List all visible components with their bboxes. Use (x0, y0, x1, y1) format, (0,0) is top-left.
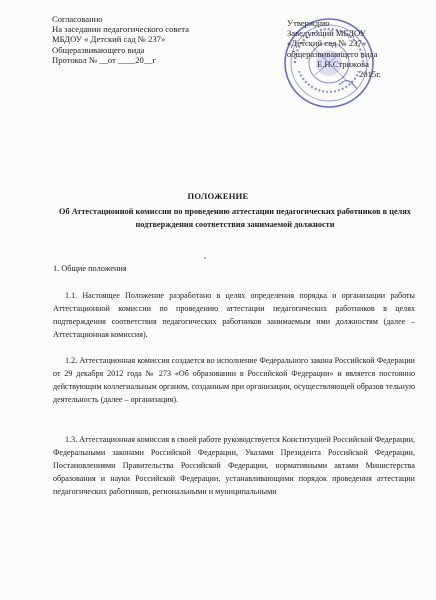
approval-left-line3: МБДОУ « Детский сад № 237» (52, 34, 166, 45)
approval-block-left (52, 14, 232, 65)
paragraph-1-1 (53, 289, 415, 341)
approval-left-line4: Общеразвивающего вида (52, 44, 145, 55)
approval-right-line3: «Детский сад № 237» (287, 38, 367, 49)
official-seal (281, 15, 377, 111)
approval-right-line2: Заведующий МБДОУ (287, 28, 366, 39)
paragraph-1-3 (53, 433, 415, 498)
section-heading: 1. Общие положения (53, 264, 127, 273)
approval-right-line1: Утверждаю (287, 18, 330, 28)
paragraph-text: 1.3. Аттестационная комиссия в своей работе руководствуется Конституцией Российской Федерации, Федеральными законами Российской Федерации, Указами Президента Российской Федерации, Постановлениями Правительства Российской Федерации, нормативными актами Министерства образования и науки Российской Федерации, устанавливающими порядок проведения аттестации педагогических работников, региональными и муниципальными (53, 435, 415, 497)
paragraph-1-2 (53, 354, 415, 406)
document-subtitle: Об Аттестационной комиссии по проведению аттестации педагогических работников в целях подтверждения соответствия занимаемой должности (59, 207, 411, 229)
approval-right-signature-name: Е.Н.Стрижова (317, 58, 369, 69)
approval-right-line4: общеразвивающего вида (287, 48, 378, 59)
paragraph-text: 1.2. Аттестационная комиссия создается во исполнение Федерального закона Российской Федерации от 29 декабря 2012 года № 273 «Об образовании в Российской Федерации» и является постоянно действующим коллегиальным органом, созданным при организации, осуществляющей образов тельную деятельность (далее – организация). (53, 356, 415, 405)
approval-right-year: 2015г. (359, 69, 381, 80)
scan-dot (204, 257, 206, 259)
approval-left-line2: На заседании педагогического совета (52, 24, 189, 35)
approval-left-line1: Согласованно (52, 14, 103, 24)
paragraph-text: 1.1. Настоящее Положение разработано в целях определения порядка и организации работы Аттестационной комиссии по проведению аттестации педагогических работников в целях подтверждения соответствия педагогических работников занимаемым ими должностям (далее – Аттестационная комиссия). (53, 291, 415, 340)
document-title: ПОЛОЖЕНИЕ (187, 191, 249, 201)
approval-left-line5: Протокол № __от ____20__г (52, 54, 156, 65)
